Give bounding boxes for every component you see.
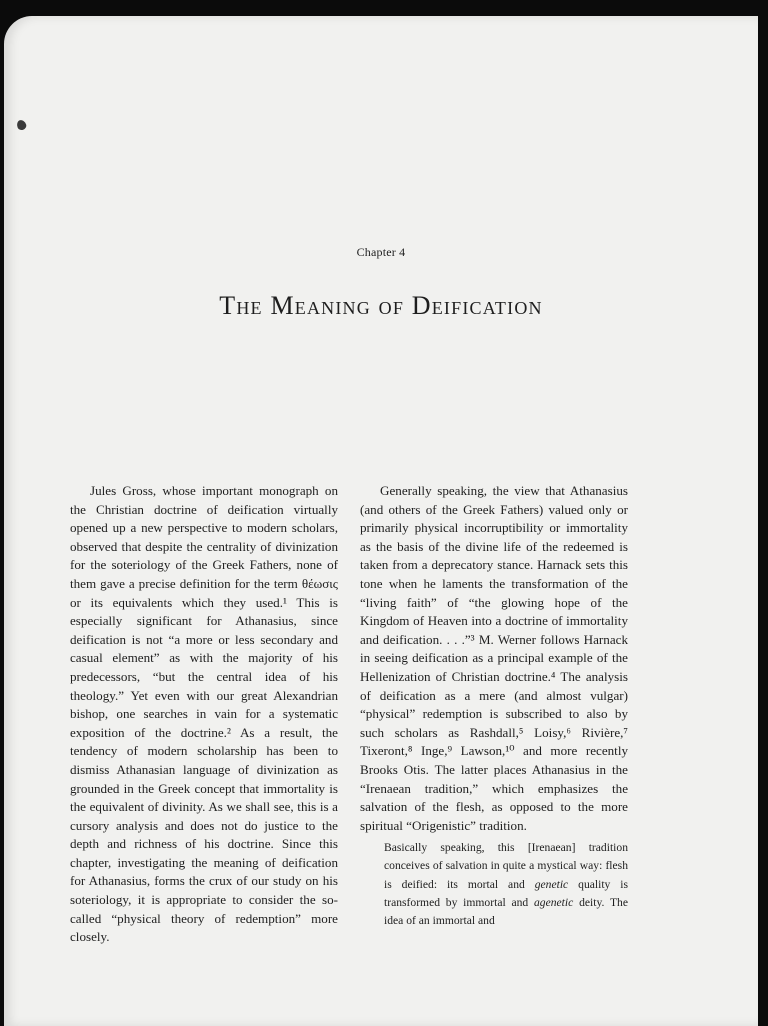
chapter-label: Chapter 4 xyxy=(356,245,406,259)
quote-emphasis: genetic xyxy=(534,877,569,891)
chapter-title: The Meaning of Deification xyxy=(219,291,543,320)
left-column xyxy=(70,482,338,947)
block-quote xyxy=(360,839,628,930)
quote-text: quality is transformed by immortal and xyxy=(384,877,629,909)
quote-emphasis: agenetic xyxy=(534,895,574,909)
quote-text: deity. The idea of an immortal and xyxy=(384,895,628,928)
book-page xyxy=(4,16,758,1026)
body-paragraph: Generally speaking, the view that Athanasius (and others of the Greek Fathers) valued only or primarily physical incorruptibility or immortality as the basis of the divine life of the redeemed is taken from a deprecatory stance. Harnack sets this tone when he laments the transformation of the “living faith” of “the glowing hope of the Kingdom of Heaven into a doctrine of immortality and deification. . . .”³ M. Werner follows Harnack in seeing deification as a principal example of the Hellenization of Christian doctrine.⁴ The analysis of deification as a mere (and almost vulgar) “physical” redemption is subscribed to also by such scholars as Rashdall,⁵ Loisy,⁶ Rivière,⁷ Tixeront,⁸ Inge,⁹ Lawson,¹⁰ and more recently Brooks Otis. The latter places Athanasius in the “Irenaean tradition,” which emphasizes the salvation of the flesh, as opposed to the more spiritual “Origenistic” tradition. xyxy=(360,483,628,833)
ink-mark xyxy=(16,119,28,131)
quote-text: Basically speaking, this [Irenaean] tradition conceives of salvation in quite a mystical way: flesh is deified: its mortal and xyxy=(384,841,628,891)
right-column xyxy=(360,482,628,930)
body-paragraph: Jules Gross, whose important monograph on the Christian doctrine of deification virtually opened up a new perspective to modern scholars, observed that despite the centrality of divinization for the soteriology of the Greek Fathers, none of them gave a precise definition for the term θέωσις or its equivalents which they used.¹ This is especially significant for Athanasius, since deification is not “a more or less secondary and casual element” as with the majority of his predecessors, “but the central idea of his theology.” Yet even with our great Alexandrian bishop, one searches in vain for a systematic exposition of the doctrine.² As a result, the tendency of modern scholarship has been to dismiss Athanasian language of divinization as grounded in the Greek concept that immortality is the equivalent of divinity. As we shall see, this is a cursory analysis and does not do justice to the depth and richness of his doctrine. Since this chapter, investigating the meaning of deification for Athanasius, forms the crux of our study on his soteriology, it is appropriate to consider the so-called “physical theory of redemption” more closely. xyxy=(70,483,338,945)
